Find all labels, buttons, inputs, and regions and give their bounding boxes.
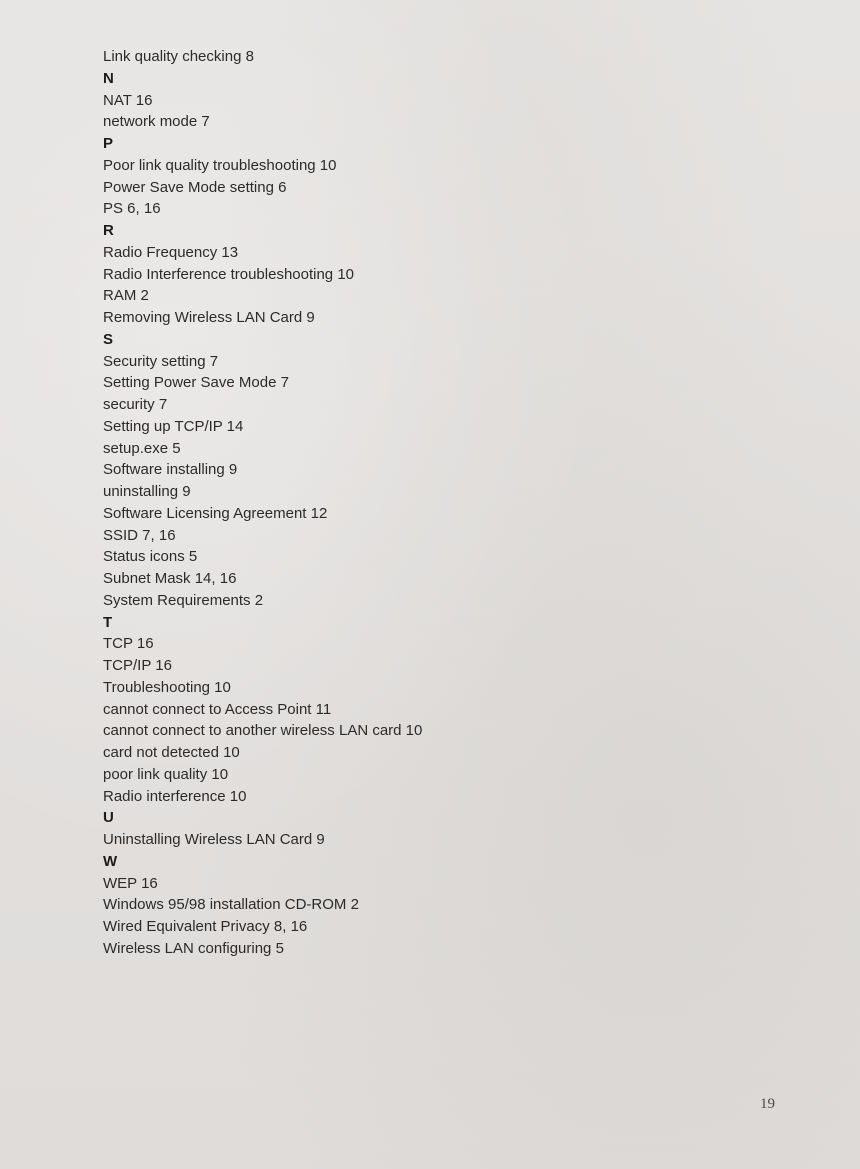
index-entry: cannot connect to Access Point 11 [103, 700, 332, 718]
index-entry: setup.exe 5 [103, 439, 181, 457]
index-entry: WEP 16 [103, 874, 158, 892]
index-entry: Security setting 7 [103, 352, 219, 370]
index-entry: Radio Interference troubleshooting 10 [103, 265, 355, 283]
index-entry: System Requirements 2 [103, 591, 264, 609]
index-entry: security 7 [103, 396, 168, 413]
index-entry: Radio Frequency 13 [103, 243, 239, 261]
index-section-letter: R [103, 222, 114, 239]
index-entry: TCP 16 [103, 635, 154, 653]
index-entry: Radio interference 10 [103, 787, 247, 805]
index-entry: card not detected 10 [103, 744, 240, 761]
index-section-letter: S [103, 330, 114, 348]
index-entry: Windows 95/98 installation CD-ROM 2 [103, 896, 359, 914]
index-entry: Link quality checking 8 [103, 48, 254, 65]
index-entry: Status icons 5 [103, 548, 198, 566]
index-entry: RAM 2 [103, 287, 149, 305]
index-section-letter: T [103, 613, 113, 631]
index-entry: Poor link quality troubleshooting 10 [103, 156, 337, 174]
index-entry: Subnet Mask 14, 16 [103, 570, 237, 587]
index-entry: SSID 7, 16 [103, 526, 176, 544]
index-entry: Power Save Mode setting 6 [103, 178, 287, 196]
index-entry: cannot connect to another wireless LAN card 10 [103, 722, 423, 740]
index-entry: uninstalling 9 [103, 483, 191, 500]
index-entry: PS 6, 16 [103, 200, 161, 218]
index-entry: Setting Power Save Mode 7 [103, 374, 289, 392]
index-entry: Wired Equivalent Privacy 8, 16 [103, 918, 308, 935]
index-entry: TCP/IP 16 [103, 657, 172, 674]
index-entry: Setting up TCP/IP 14 [103, 417, 244, 435]
index-entry: network mode 7 [103, 113, 210, 131]
page-number: 19 [760, 1096, 775, 1112]
index-entry: Software Licensing Agreement 12 [103, 504, 328, 522]
index-entry: poor link quality 10 [103, 765, 229, 783]
index-entry: Troubleshooting 10 [103, 678, 231, 696]
index-section-letter: W [103, 852, 118, 870]
index-entry: Removing Wireless LAN Card 9 [103, 309, 315, 326]
index-entry: Wireless LAN configuring 5 [103, 939, 284, 957]
index-section-letter: U [103, 809, 114, 827]
index-entry: NAT 16 [103, 91, 153, 109]
index-list [103, 46, 422, 960]
index-entry: Uninstalling Wireless LAN Card 9 [103, 831, 325, 848]
index-section-letter: P [103, 135, 114, 152]
index-entry: Software installing 9 [103, 461, 238, 479]
index-section-letter: N [103, 69, 114, 87]
